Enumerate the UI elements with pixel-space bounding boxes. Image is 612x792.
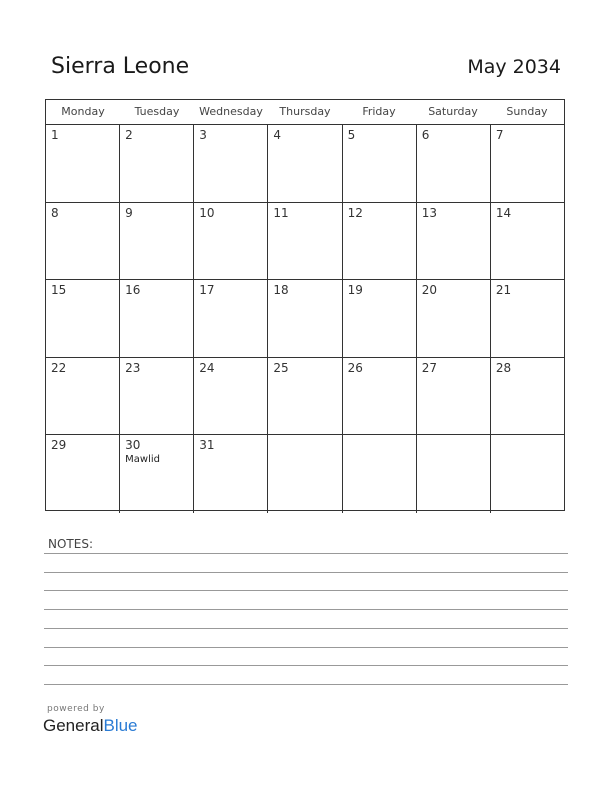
note-line — [44, 553, 568, 554]
date-number: 29 — [51, 438, 67, 453]
day-cell — [120, 435, 194, 513]
day-cell — [120, 125, 194, 202]
day-cell — [194, 203, 268, 280]
note-line — [44, 572, 568, 573]
holiday-label: Mawlid — [125, 454, 160, 466]
powered-by-text: powered by — [47, 704, 105, 714]
date-number: 16 — [125, 283, 141, 298]
date-number: 28 — [495, 360, 512, 375]
date-number: 19 — [347, 283, 363, 298]
date-number: 24 — [199, 360, 215, 375]
day-cell — [491, 435, 564, 513]
note-line — [44, 665, 568, 666]
day-name-saturday: Saturday — [428, 105, 478, 118]
day-cell — [194, 358, 268, 435]
date-number: 11 — [273, 205, 289, 220]
note-line — [44, 590, 568, 591]
note-line — [44, 628, 568, 629]
date-number: 21 — [495, 283, 512, 298]
day-cell — [343, 435, 417, 513]
day-cell — [194, 125, 268, 202]
week-row — [46, 435, 564, 513]
day-cell — [268, 125, 342, 202]
week-row — [46, 203, 564, 281]
date-number: 9 — [125, 205, 133, 220]
note-line — [44, 609, 568, 610]
day-cell — [491, 358, 564, 435]
day-cell — [343, 125, 417, 202]
day-cell — [417, 280, 491, 357]
month-year-title: May 2034 — [467, 56, 561, 78]
date-number: 4 — [273, 128, 282, 142]
day-cell — [491, 125, 564, 202]
calendar-grid — [45, 99, 565, 511]
date-number: 13 — [421, 205, 437, 220]
date-number: 2 — [125, 128, 133, 142]
week-row — [46, 125, 564, 203]
day-cell — [120, 280, 194, 357]
date-number: 17 — [199, 283, 215, 298]
date-number: 8 — [51, 205, 59, 220]
date-number: 23 — [125, 360, 141, 375]
date-number: 22 — [51, 360, 67, 375]
day-cell — [46, 280, 120, 357]
day-name-friday: Friday — [362, 105, 396, 118]
day-cell — [491, 280, 564, 357]
week-row — [46, 358, 564, 436]
date-number: 31 — [199, 438, 215, 453]
date-number: 1 — [51, 128, 59, 142]
day-cell — [343, 280, 417, 357]
day-cell — [268, 280, 342, 357]
brand-general-text: General — [43, 716, 104, 735]
date-number: 12 — [347, 205, 363, 220]
day-cell — [268, 435, 342, 513]
day-cell — [268, 358, 342, 435]
brand-blue-text: Blue — [103, 716, 138, 735]
date-number: 3 — [199, 128, 207, 142]
day-cell — [46, 435, 120, 513]
day-cell — [46, 125, 120, 202]
day-cell — [417, 203, 491, 280]
day-cell — [417, 358, 491, 435]
notes-label: NOTES: — [48, 537, 93, 551]
day-cell — [491, 203, 564, 280]
generalblue-logo — [43, 716, 138, 736]
day-cell — [120, 203, 194, 280]
date-number: 26 — [347, 360, 363, 375]
day-name-wednesday: Wednesday — [199, 105, 263, 118]
day-cell — [343, 203, 417, 280]
day-name-tuesday: Tuesday — [134, 105, 180, 118]
day-cell — [194, 435, 268, 513]
day-cell — [268, 203, 342, 280]
date-number: 27 — [421, 360, 437, 375]
date-number: 15 — [51, 283, 67, 298]
date-number: 18 — [273, 283, 289, 298]
date-number: 7 — [495, 128, 504, 142]
day-cell — [417, 125, 491, 202]
day-name-sunday: Sunday — [506, 105, 548, 118]
day-name-thursday: Thursday — [279, 105, 331, 118]
date-number: 20 — [421, 283, 437, 298]
week-row — [46, 280, 564, 358]
date-number: 25 — [273, 360, 289, 375]
day-names-row — [46, 100, 564, 125]
date-number: 10 — [199, 205, 215, 220]
day-cell — [46, 358, 120, 435]
day-cell — [194, 280, 268, 357]
day-cell — [343, 358, 417, 435]
day-name-monday: Monday — [61, 105, 105, 118]
country-title: Sierra Leone — [51, 54, 190, 79]
date-number: 6 — [421, 128, 430, 142]
note-line — [44, 684, 568, 685]
date-number: 14 — [495, 205, 512, 220]
date-number: 5 — [347, 128, 356, 142]
note-line — [44, 647, 568, 648]
day-cell — [46, 203, 120, 280]
day-cell — [120, 358, 194, 435]
day-cell — [417, 435, 491, 513]
date-number: 30 — [125, 438, 141, 453]
